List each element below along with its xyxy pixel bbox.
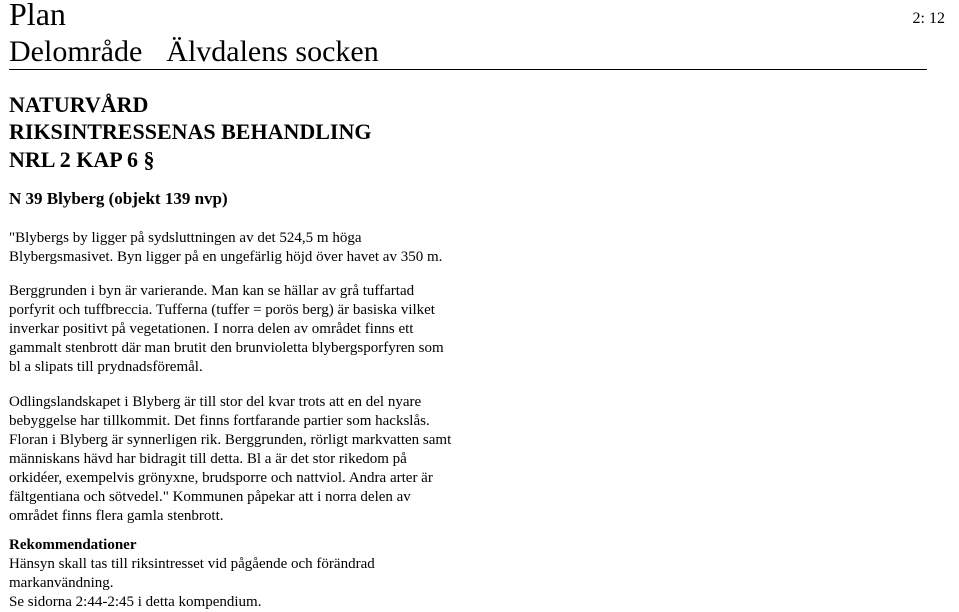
subtitle-area: Älvdalens socken (166, 35, 379, 68)
subtitle-label: Delområde (9, 35, 143, 68)
paragraph-3 (9, 393, 451, 526)
paragraph-line: Blybergsmasivet. Byn ligger på en ungefärlig höjd över havet av 350 m. (9, 249, 443, 265)
document-title: Plan (9, 0, 66, 32)
recommendation-line: markanvändning. (9, 575, 114, 591)
heading-nrl: NRL 2 KAP 6 § (9, 147, 155, 172)
paragraph-line: Floran i Blyberg är synnerligen rik. Berggrunden, rörligt markvatten samt (9, 432, 452, 448)
header-rule (9, 69, 927, 70)
paragraph-line: porfyrit och tuffbreccia. Tufferna (tuffer = porös berg) är basiska vilket (9, 302, 435, 318)
paragraph-line: fältgentiana och sötvedel." Kommunen påpekar att i norra delen av (9, 489, 411, 505)
recommendation-block (9, 536, 375, 612)
paragraph-2 (9, 282, 444, 377)
heading-naturvard: NATURVÅRD (9, 92, 149, 117)
recommendation-line: Se sidorna 2:44-2:45 i detta kompendium. (9, 594, 262, 610)
paragraph-line: människans hävd har bidragit till detta. Bl a är det stor rikedom på (9, 451, 407, 467)
paragraph-line: Odlingslandskapet i Blyberg är till stor del kvar trots att en del nyare (9, 394, 422, 410)
paragraph-line: "Blybergs by ligger på sydsluttningen av det 524,5 m höga (9, 230, 362, 246)
paragraph-line: området finns flera gamla stenbrott. (9, 508, 224, 524)
page-number: 2: 12 (912, 10, 945, 27)
recommendation-title: Rekommendationer (9, 537, 137, 553)
paragraph-line: inverkar positivt på vegetationen. I norra delen av området finns ett (9, 321, 414, 337)
paragraph-line: gammalt stenbrott där man brutit den brunvioletta blybergsporfyren som (9, 340, 444, 356)
paragraph-line: Berggrunden i byn är varierande. Man kan se hällar av grå tuffartad (9, 283, 415, 299)
paragraph-1 (9, 229, 442, 267)
subtitle (9, 35, 379, 69)
paragraph-line: bebyggelse har tillkommit. Det finns fortfarande partier som hackslås. (9, 413, 430, 429)
paragraph-line: bl a slipats till prydnadsföremål. (9, 359, 203, 375)
recommendation-line: Hänsyn skall tas till riksintresset vid pågående och förändrad (9, 556, 375, 572)
paragraph-line: orkidéer, exempelvis grönyxne, brudsporre och nattviol. Andra arter är (9, 470, 433, 486)
object-title: N 39 Blyberg (objekt 139 nvp) (9, 189, 228, 208)
heading-riksintressen: RIKSINTRESSENAS BEHANDLING (9, 119, 372, 144)
